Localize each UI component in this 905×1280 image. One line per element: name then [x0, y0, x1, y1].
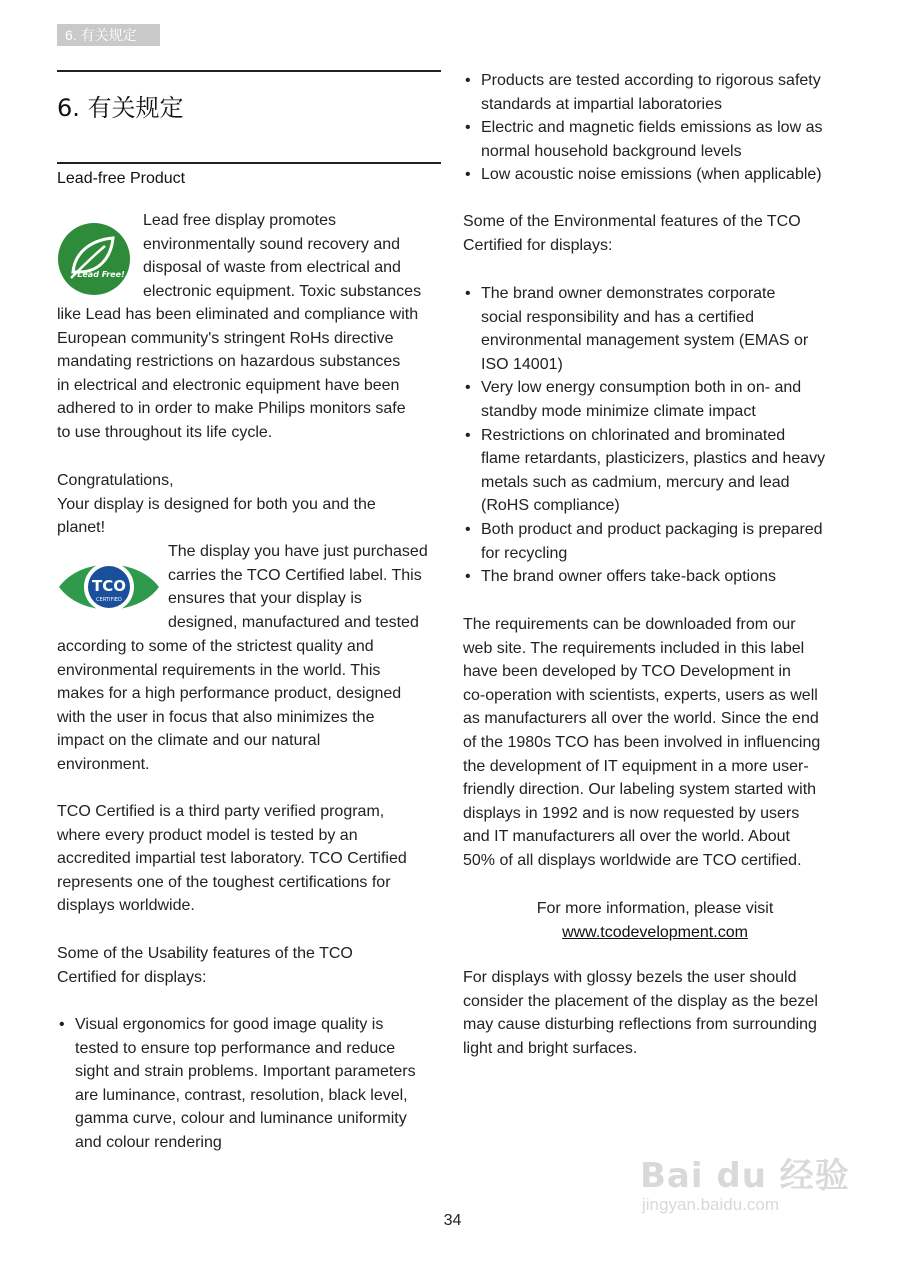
- tco-intro: [168, 540, 458, 634]
- text-line: standards at impartial laboratories: [481, 95, 723, 113]
- environmental-heading: [463, 210, 863, 257]
- text-line: Certified for displays:: [57, 968, 207, 986]
- more-info-block: [463, 897, 847, 944]
- text-line: of the 1980s TCO has been involved in influencing: [463, 733, 821, 751]
- requirements-paragraph: [463, 613, 863, 873]
- list-item: [463, 376, 863, 423]
- tco-eye-icon: [57, 553, 161, 621]
- glossy-bezel-paragraph: [463, 966, 863, 1060]
- text-line: environmental management system (EMAS or: [481, 332, 809, 350]
- text-line: as manufacturers all over the world. Since the end: [463, 710, 819, 728]
- usability-heading: [57, 942, 452, 989]
- text-line: (RoHS compliance): [481, 497, 620, 515]
- text-line: • Both product and product packaging is prepared: [481, 520, 823, 538]
- text-line: Lead free display promotes: [143, 212, 336, 229]
- watermark-brand: Bai du 经验: [640, 1156, 850, 1196]
- list-item: [463, 424, 863, 518]
- text-line: • Restrictions on chlorinated and brominated: [481, 426, 786, 444]
- list-item: [463, 69, 863, 116]
- text-line: according to some of the strictest quality and: [57, 638, 374, 655]
- text-line: have been developed by TCO Development in: [463, 663, 791, 681]
- text-line: ISO 14001): [481, 355, 563, 373]
- text-line: 50% of all displays worldwide are TCO certified.: [463, 851, 802, 869]
- text-line: European community's stringent RoHs directive: [57, 329, 394, 347]
- title-rule-top: [57, 70, 441, 72]
- text-line: carries the TCO Certified label. This: [168, 566, 422, 584]
- list-item: [463, 282, 863, 376]
- text-line: • Very low energy consumption both in on- and: [481, 379, 802, 397]
- text-line: mandating restrictions on hazardous substances: [57, 353, 401, 371]
- tco-certified-paragraph: [57, 800, 452, 918]
- text-line: standby mode minimize climate impact: [481, 402, 756, 420]
- text-line: like Lead has been eliminated and compliance with: [57, 306, 419, 323]
- text-line: • Products are tested according to rigorous safety: [481, 72, 821, 89]
- text-line: may cause disturbing reflections from surrounding: [463, 1016, 817, 1034]
- text-line: Your display is designed for both you and the: [57, 495, 376, 513]
- text-line: for recycling: [481, 544, 568, 562]
- watermark-site: jingyan.baidu.com: [642, 1195, 780, 1214]
- text-line: Congratulations,: [57, 472, 174, 489]
- text-line: normal household background levels: [481, 142, 742, 160]
- text-line: accredited impartial test laboratory. TCO Certified: [57, 850, 407, 868]
- leaf-icon: [57, 222, 131, 296]
- text-line: where every product model is tested by an: [57, 826, 358, 844]
- text-line: The display you have just purchased: [168, 543, 428, 560]
- lead-free-heading: Lead-free Product: [57, 170, 186, 187]
- text-line: displays worldwide.: [57, 897, 195, 915]
- lead-free-intro: [143, 209, 453, 303]
- text-line: sight and strain problems. Important parameters: [75, 1063, 416, 1081]
- svg-text:Lead Free!: Lead Free!: [77, 270, 125, 279]
- text-line: web site. The requirements included in this label: [463, 639, 805, 657]
- list-item: [57, 1013, 452, 1155]
- tco-development-link[interactable]: www.tcodevelopment.com: [562, 923, 748, 941]
- text-line: and IT manufacturers all over the world. About: [463, 828, 790, 846]
- lead-free-body: [57, 303, 452, 445]
- page-number: 34: [443, 1212, 462, 1229]
- list-item: [463, 565, 863, 589]
- text-line: tested to ensure top performance and reduce: [75, 1039, 396, 1057]
- text-line: displays in 1992 and is now requested by users: [463, 804, 800, 822]
- text-line: Some of the Usability features of the TCO: [57, 945, 353, 962]
- text-line: with the user in focus that also minimizes the: [57, 708, 375, 726]
- section-tab: 6. 有关规定: [57, 24, 160, 46]
- text-line: • Visual ergonomics for good image quality is: [75, 1016, 384, 1033]
- text-line: social responsibility and has a certified: [481, 308, 755, 326]
- text-line: environment.: [57, 755, 150, 773]
- text-line: consider the placement of the display as the bezel: [463, 992, 818, 1010]
- text-line: environmental requirements in the world. This: [57, 661, 381, 679]
- text-line: in electrical and electronic equipment have been: [57, 376, 400, 394]
- svg-text:TCO: TCO: [92, 577, 126, 595]
- lead-free-logo: [57, 222, 131, 296]
- environmental-list: [463, 282, 863, 589]
- list-item: [463, 163, 863, 187]
- text-line: gamma curve, colour and luminance uniformity: [75, 1110, 407, 1128]
- text-line: • The brand owner offers take-back options: [481, 568, 776, 586]
- text-line: TCO Certified is a third party verified program,: [57, 803, 385, 820]
- text-line: flame retardants, plasticizers, plastics and heavy: [481, 450, 826, 468]
- list-item: [463, 518, 863, 565]
- text-line: ensures that your display is: [168, 590, 362, 608]
- text-line: Certified for displays:: [463, 236, 613, 254]
- text-line: metals such as cadmium, mercury and lead: [481, 473, 790, 491]
- text-line: friendly direction. Our labeling system started with: [463, 781, 817, 799]
- text-line: planet!: [57, 519, 106, 537]
- usability-list: [57, 1013, 452, 1155]
- text-line: to use throughout its life cycle.: [57, 423, 273, 441]
- text-line: makes for a high performance product, designed: [57, 685, 402, 703]
- text-line: electronic equipment. Toxic substances: [143, 282, 422, 300]
- text-line: co-operation with scientists, experts, users as well: [463, 686, 818, 704]
- text-line: disposal of waste from electrical and: [143, 259, 401, 277]
- list-item: [463, 116, 863, 163]
- title-rule-bottom: [57, 162, 441, 164]
- text-line: and colour rendering: [75, 1133, 222, 1151]
- text-line: • Electric and magnetic fields emissions as low as: [481, 119, 823, 137]
- text-line: environmentally sound recovery and: [143, 235, 401, 253]
- text-line: • Low acoustic noise emissions (when applicable): [481, 166, 822, 184]
- more-info-text: For more information, please visit: [536, 900, 774, 917]
- baidu-watermark: [640, 1148, 850, 1215]
- svg-text:CERTIFIED: CERTIFIED: [96, 597, 122, 603]
- page-title: 6. 有关规定: [57, 94, 184, 122]
- text-line: designed, manufactured and tested: [168, 613, 419, 631]
- text-line: represents one of the toughest certifications for: [57, 873, 391, 891]
- text-line: For displays with glossy bezels the user should: [463, 969, 797, 986]
- text-line: impact on the climate and our natural: [57, 732, 321, 750]
- tco-certified-logo: [57, 553, 161, 621]
- text-line: the development of IT equipment in a more user-: [463, 757, 809, 775]
- text-line: Some of the Environmental features of the TCO: [463, 213, 801, 230]
- tco-body: [57, 635, 452, 777]
- congratulations-block: [57, 469, 452, 540]
- text-line: are luminance, contrast, resolution, black level,: [75, 1086, 408, 1104]
- text-line: light and bright surfaces.: [463, 1039, 638, 1057]
- text-line: • The brand owner demonstrates corporate: [481, 285, 776, 302]
- top-feature-list: [463, 69, 863, 187]
- text-line: adhered to in order to make Philips monitors safe: [57, 400, 406, 418]
- text-line: The requirements can be downloaded from our: [463, 616, 796, 633]
